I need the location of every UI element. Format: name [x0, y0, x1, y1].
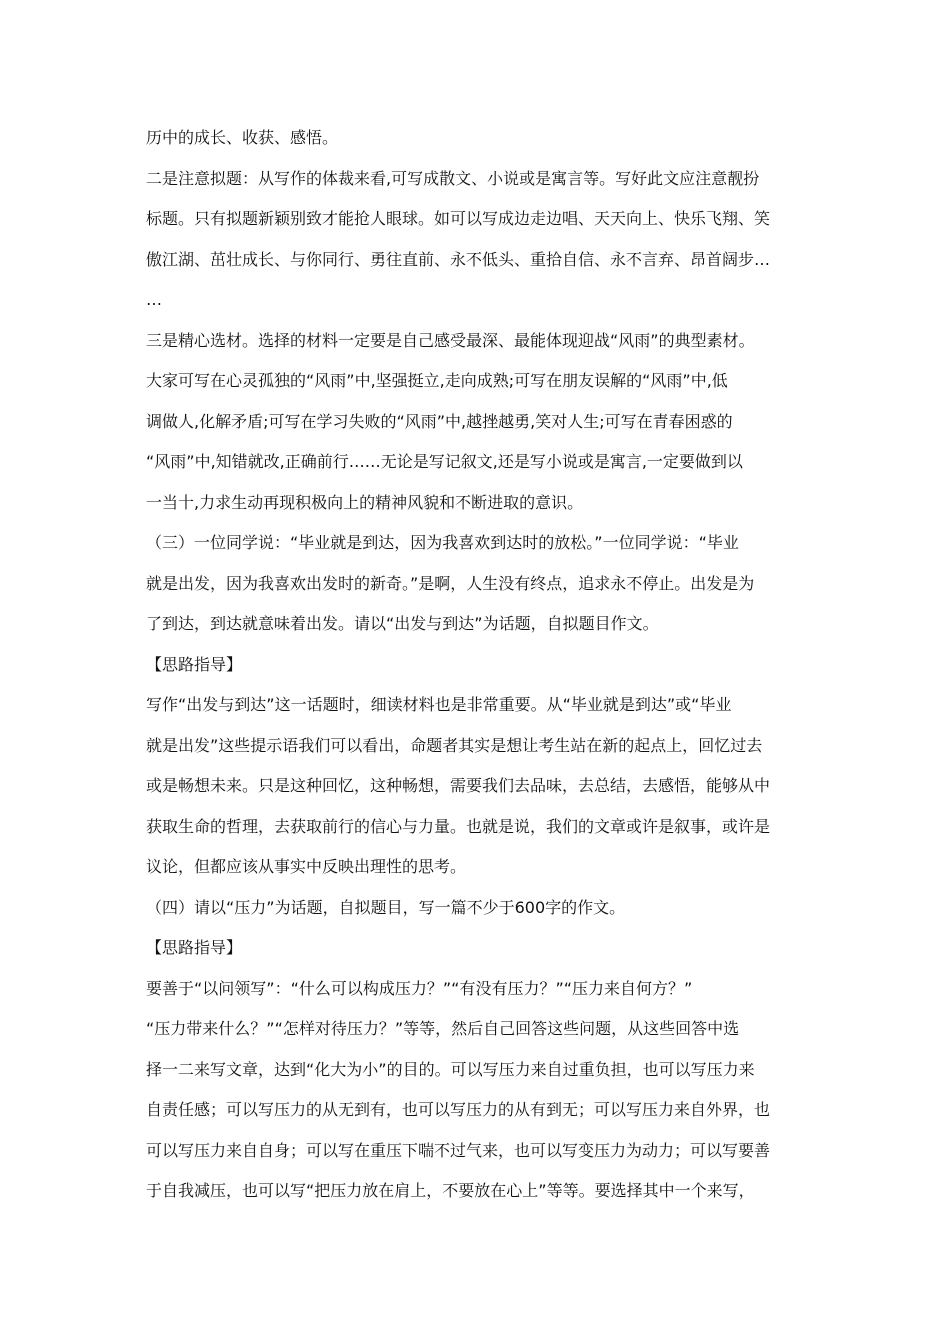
text-line: 择一二来写文章，达到“化大为小”的目的。可以写压力来自过重负担，也可以写压力来 — [146, 1059, 755, 1079]
text-line: 就是出发，因为我喜欢出发时的新奇。”是啊，人生没有终点，追求永不停止。出发是为 — [146, 573, 755, 593]
text-line: 写作“出发与到达”这一话题时，细读材料也是非常重要。从“毕业就是到达”或“毕业 — [146, 695, 732, 714]
text-line: 或是畅想未来。只是这种回忆，这种畅想，需要我们去品味，去总结，去感悟，能够从中 — [146, 776, 771, 795]
text-line: 了到达，到达就意味着出发。请以“出发与到达”为话题，自拟题目作文。 — [146, 614, 659, 633]
text-line: 历中的成长、收获、感悟。 — [146, 128, 339, 147]
section-heading: 【思路指导】 — [146, 654, 243, 674]
text-line: 标题。只有拟题新颖别致才能抢人眼球。如可以写成边走边唱、天天向上、快乐飞翔、笑 — [146, 209, 771, 228]
text-line: … — [146, 290, 162, 309]
text-line: （四）请以“压力”为话题，自拟题目，写一篇不少于600字的作文。 — [146, 897, 626, 917]
text-line: 议论，但都应该从事实中反映出理性的思考。 — [146, 857, 467, 876]
text-line: 于自我减压，也可以写“把压力放在肩上，不要放在心上”等等。要选择其中一个来写， — [146, 1181, 755, 1200]
text-line: 就是出发”这些提示语我们可以看出，命题者其实是想让考生站在新的起点上，回忆过去 — [146, 735, 763, 755]
text-line: 三是精心选材。选择的材料一定要是自己感受最深、最能体现迎战“风雨”的典型素材。 — [146, 330, 755, 350]
section-heading: 【思路指导】 — [146, 938, 243, 957]
text-line: 傲江湖、茁壮成长、与你同行、勇往直前、永不低头、重拾自信、永不言弃、昂首阔步… — [146, 249, 771, 269]
body-text — [146, 118, 810, 1212]
text-line: （三）一位同学说：“毕业就是到达，因为我喜欢到达时的放松。”一位同学说：“毕业 — [146, 533, 739, 552]
text-line: 调做人,化解矛盾;可写在学习失败的“风雨”中,越挫越勇,笑对人生;可写在青春困惑的 — [146, 411, 733, 431]
text-line: 自责任感；可以写压力的从无到有，也可以写压力的从有到无；可以写压力来自外界，也 — [146, 1100, 771, 1119]
text-line: “风雨”中,知错就改,正确前行……无论是写记叙文,还是写小说或是寓言,一定要做到以 — [146, 452, 743, 471]
text-line: 可以写压力来自自身；可以写在重压下喘不过气来，也可以写变压力为动力；可以写要善 — [146, 1140, 771, 1160]
text-line: 大家可写在心灵孤独的“风雨”中,坚强挺立,走向成熟;可写在朋友误解的“风雨”中,低 — [146, 371, 728, 390]
text-line: 要善于“以问领写”：“什么可以构成压力？”“有没有压力？”“压力来自何方？” — [146, 978, 693, 998]
text-line: “压力带来什么？”“怎样对待压力？”等等，然后自己回答这些问题，从这些回答中选 — [146, 1019, 740, 1038]
text-line: 一当十,力求生动再现积极向上的精神风貌和不断进取的意识。 — [146, 492, 584, 512]
text-line: 获取生命的哲理，去获取前行的信心与力量。也就是说，我们的文章或许是叙事，或许是 — [146, 816, 771, 836]
text-line: 二是注意拟题：从写作的体裁来看,可写成散文、小说或是寓言等。写好此文应注意靓扮 — [146, 168, 760, 188]
